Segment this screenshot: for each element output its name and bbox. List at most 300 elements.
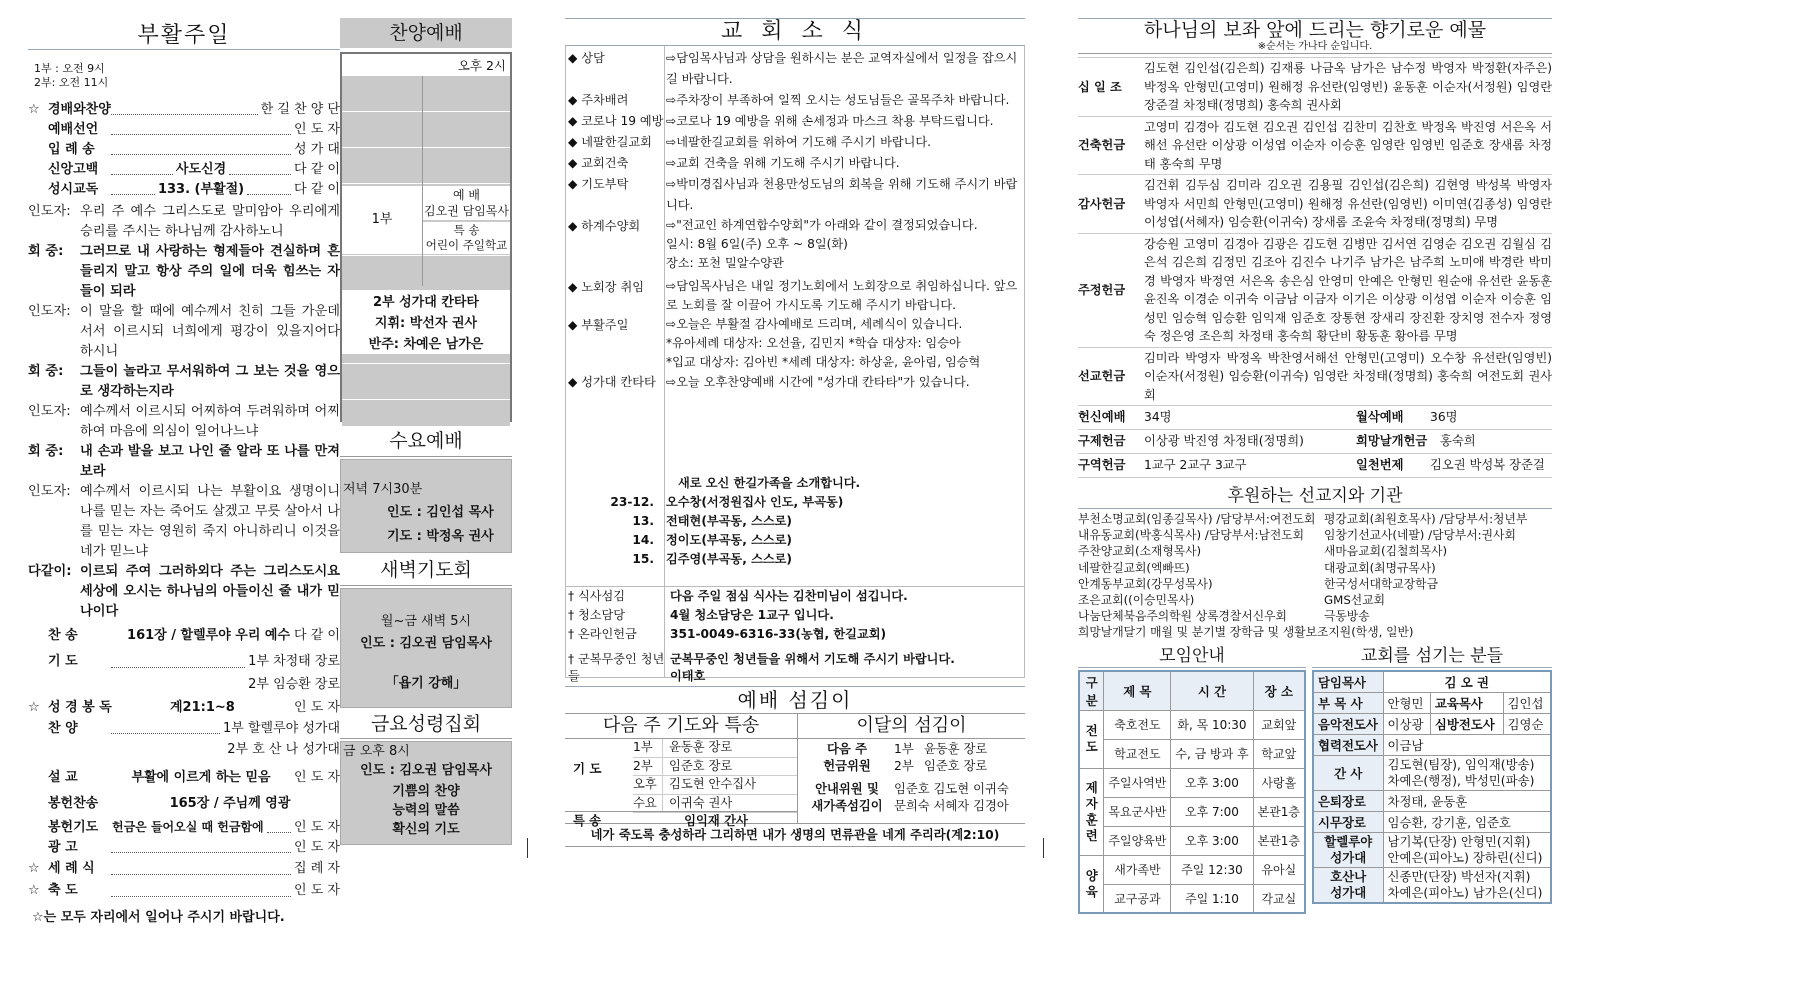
staff-table: [1312, 670, 1552, 904]
staff-row: [1313, 671, 1551, 693]
sending-row: [28, 858, 340, 880]
money-name: 윤동훈 장로: [924, 742, 988, 756]
anthem-row-2: [28, 739, 340, 761]
reading-speaker: 인도자:: [28, 204, 71, 219]
psy-label: 심방전도사: [1430, 713, 1503, 734]
news-key: ◆ 코로나 19 예방: [568, 114, 664, 128]
meet-cell: 본관1층: [1253, 826, 1305, 855]
offering-row: [1078, 57, 1552, 116]
meet-cell: 새가족반: [1104, 855, 1171, 884]
order-rest: [28, 625, 340, 925]
staff-row: [1313, 734, 1551, 755]
cantata-line-1: 2부 성가대 칸타타: [372, 295, 479, 310]
newcomer-row: [566, 493, 1024, 512]
meet-group: 제 자 훈 련: [1079, 768, 1104, 855]
fri-time: 금 오후 8시: [343, 744, 410, 759]
offering-key: 건축헌금: [1078, 138, 1126, 152]
support-left: 내유동교회(박홍식목사) /담당부서:남전도회: [1078, 528, 1305, 543]
monthly-label: 월삭예배: [1356, 410, 1404, 424]
anthem-1: 1부 할렐루야 성가대: [223, 721, 340, 736]
bottom-item: [566, 625, 1024, 644]
offering-summary: [1078, 405, 1552, 478]
support-right: 한국성서대학교장학금: [1324, 576, 1438, 591]
special-label: 특 송: [573, 814, 602, 828]
notice-who: 인 도 자: [294, 840, 340, 855]
offering-names: 김도현 김인섭(김은희) 김재룡 나금옥 남가은 남수정 박영자 박정환(자주은) 박정옥 안형민(고영미) 원해정 유선란(임영빈) 윤동훈 이순자(서정원) 임영란 장준걸 차정태(정명희) 홍숙희 권사회: [1144, 61, 1552, 112]
bottom-text: 351-0049-6316-33(농협, 한길교회): [670, 627, 887, 641]
meet-cell: 교회앞: [1253, 710, 1305, 739]
offering-prayer-note: 헌금은 들어오실 때 헌금함에: [112, 820, 264, 834]
pray-label: 기 도: [573, 761, 602, 776]
dots: [247, 180, 291, 195]
assoc-name: 안형민: [1383, 692, 1430, 713]
worship-cell: [423, 186, 510, 220]
music-label: 음악전도사: [1313, 713, 1383, 734]
meet-cell: 주일양육반: [1104, 826, 1171, 855]
this-month: [797, 713, 1025, 823]
prayer-name: 윤동훈 장로: [669, 740, 733, 754]
meeting-table: [1078, 670, 1306, 915]
news-item: [566, 48, 1024, 90]
newcomer-row: [566, 512, 1024, 531]
meet-cell: 화, 목 10:30: [1171, 710, 1253, 739]
prayer-row: [48, 650, 340, 673]
meet-cell: 학교앞: [1253, 739, 1305, 768]
news-item: [566, 216, 1024, 273]
deacon-label: 간 사: [1313, 755, 1383, 790]
wed-prayer: 기도 : 박정옥 권사: [387, 529, 494, 544]
side-column: [340, 18, 512, 837]
wed-time: 저녁 7시30분: [343, 482, 423, 497]
reading-row: [28, 402, 340, 442]
bottom-text: 4월 청소담당은 1교구 입니다.: [670, 608, 834, 622]
support-left: 희망날개달기 매월 및 분기별 장학금 및 생활보조지원(학생, 일반): [1078, 625, 1414, 640]
page-middle: [565, 18, 1025, 842]
prayer-part: 수요: [633, 795, 663, 813]
bottom-key: † 군복무중인 청년들: [568, 652, 665, 683]
newcomer-name: 오수창(서정원집사 인도, 부곡동): [666, 495, 844, 509]
anthem-row: [48, 719, 340, 739]
meet-row: [1079, 768, 1305, 797]
support-left: 조은교회((이승민목사): [1078, 593, 1195, 608]
bottom-notices: [566, 586, 1024, 686]
order-label: 예배선언: [48, 122, 99, 137]
news-key: ◆ 네팔한길교회: [568, 135, 652, 149]
money-name: 임준호 장로: [924, 759, 988, 773]
staff-row: [1313, 832, 1551, 867]
meet-head: 제 목: [1104, 671, 1171, 711]
bottom-text: 다음 주일 점심 식사는 김찬미님이 섬깁니다.: [670, 589, 908, 603]
reading-speaker: 회 중:: [28, 444, 64, 459]
staff-row: [1313, 755, 1551, 790]
page-right: [1078, 18, 1552, 906]
hymn-label: 찬 송: [48, 628, 78, 643]
reading-row: [28, 202, 340, 242]
deacon-names: 김도현(팀장), 임익재(방송) 차예은(행정), 박성민(파송): [1383, 755, 1551, 790]
meeting-panel: [1078, 645, 1306, 915]
special-row: [565, 811, 797, 830]
news-item: [566, 132, 1024, 153]
standing-note: ☆는 모두 자리에서 일어나 주시기 바랍니다.: [32, 910, 285, 925]
prayer-label: 기 도: [48, 654, 78, 669]
attend-label: 헌신예배: [1078, 410, 1126, 424]
meet-cell: 오후 3:00: [1171, 768, 1253, 797]
reading-text: 그러므로 내 사랑하는 형제들아 견실하며 흔들리지 말고 항상 주의 일에 더욱 힘쓰는 자들이 되라: [80, 244, 340, 299]
district-value: 1교구 2교구 3교구: [1144, 458, 1247, 472]
meet-cell: 유아실: [1253, 855, 1305, 884]
meet-group: 전 도: [1079, 710, 1104, 768]
news-key: ◆ 주차배려: [568, 93, 629, 107]
sermon-title: 부활에 이르게 하는 믿음: [131, 770, 271, 785]
fri-title: 금요성령집회: [340, 710, 512, 739]
meet-head: 시 간: [1171, 671, 1253, 711]
star-mark: [28, 120, 48, 140]
support-left: 네팔한길교회(엑빠뜨): [1078, 560, 1190, 575]
offering-names: 김건휘 김두심 김미라 김오권 김용필 김인섭(김은희) 김현영 박성복 박영자 박영자 서민희 안형민(고영미) 원해정 유선란(임영빈) 이미연(김종성) 임영란 이성엽(서혜자) 임승환(이귀숙) 장새롬 조윤숙 차정태(정명희) 무명: [1144, 178, 1552, 229]
reading-row: [28, 302, 340, 362]
sermon-who: 인 도 자: [294, 770, 340, 785]
support-right: 임창기선교사(네팔) /담당부서:권사회: [1324, 528, 1516, 543]
newcomer-row: [566, 531, 1024, 550]
offering-names: 강승원 고영미 김경아 김광은 김도현 김병만 김서연 김영순 김오권 김월심 김은석 김은희 김정민 김조아 김진수 나기주 남가은 남주희 노미애 박경란 박미경 박영자 박정연 서은옥 송은심 안영미 안예은 안형민 원순애 유선란 윤동훈 윤진옥 이경순 이귀숙 이금남 이금자 이기은 이상광 이성엽 이순자 이승훈 임성민 임승혁 임승환 임익재 임준호 장통현 장새리 장진환 장치영 전수자 정영숙 정은영 조은희 차정태 홍숙희 황단비 황동훈 황아름 무명: [1144, 236, 1552, 343]
news-text: ⇨담임목사님은 내일 정기노회에서 노회장으로 취임하십니다. 앞으로 노회를 잘 이끌어 가시도록 기도해 주시기 바랍니다.: [666, 279, 1018, 312]
dots: [111, 180, 155, 195]
staff-row: [1313, 790, 1551, 811]
order-who: 다 같 이: [294, 182, 340, 197]
offering-row: [1078, 116, 1552, 175]
reading-row: [28, 482, 340, 562]
oneday-value: 김오권 박성복 장준걸: [1430, 458, 1545, 472]
service-time-2: 2부: 오전 11시: [34, 76, 109, 89]
offering-prayer-who: 인 도 자: [294, 820, 340, 835]
star-mark: ☆: [28, 861, 40, 876]
reading-speaker: 인도자:: [28, 304, 71, 319]
wed-title: 수요예배: [340, 426, 512, 457]
star-mark: ☆: [28, 700, 40, 715]
news-list: [566, 46, 1024, 393]
meet-row: [1079, 739, 1305, 768]
support-title: 후원하는 선교지와 기관: [1078, 484, 1552, 509]
support-row: [1078, 511, 1552, 527]
news-text: ⇨주차장이 부족하여 일찍 오시는 성도님들은 골목주차 바랍니다.: [666, 93, 1010, 107]
prayer-row: [633, 758, 797, 777]
news-key: ◆ 노회장 취임: [568, 280, 644, 294]
dots: [111, 100, 258, 115]
month-title: 이달의 섬김이: [798, 713, 1025, 739]
serve-box: [565, 713, 1025, 828]
monthly-value: 36명: [1430, 410, 1458, 424]
meet-cell: 학교전도: [1104, 739, 1171, 768]
afternoon-box: [340, 52, 512, 422]
news-text: ⇨오늘은 부활절 감사예배로 드리며, 세례식이 있습니다. *유아세례 대상자: 오선율, 김민지 *학습 대상자: 임승아 *입교 대상자: 김아빈 *세례 대상자: 하상윤, 윤아림, 임승혁: [666, 317, 981, 369]
co-name: 이금남: [1383, 734, 1551, 755]
reading-speaker: 인도자:: [28, 484, 71, 499]
star-mark: [28, 140, 48, 160]
meet-cell: 본관1층: [1253, 797, 1305, 826]
star-mark: [28, 160, 48, 180]
next-week: [565, 713, 797, 828]
prayer-grid: [633, 739, 797, 813]
news-key: ◆ 상담: [568, 51, 605, 65]
reading-text: 그들이 놀라고 무서워하여 그 보는 것을 영으로 생각하는지라: [80, 364, 340, 399]
serve-title: 예배 섬김이: [565, 686, 1025, 713]
news-item: [566, 372, 1024, 393]
support-left: 안계동부교회(강무성목사): [1078, 576, 1213, 591]
bottom-tables: [1078, 645, 1552, 915]
choir1-names: 남기복(단장) 안형민(지휘) 안예은(피아노) 장하린(신디): [1383, 832, 1551, 867]
meet-cell: 주일 12:30: [1171, 855, 1253, 884]
worship-label: 예 배: [453, 188, 480, 202]
blessing-label: 축 도: [48, 883, 78, 898]
support-row: [1078, 543, 1552, 559]
reading-text: 우리 주 예수 그리스도로 말미암아 우리에게 승리를 주시는 하나님께 감사하노니: [80, 204, 340, 239]
support-row: [1078, 527, 1552, 543]
newcomer-date: 23-12.: [610, 495, 654, 509]
hope-label: 희망날개헌금: [1356, 434, 1428, 448]
attend-value: 34명: [1144, 410, 1172, 424]
meet-row: [1079, 710, 1305, 739]
bottom-item: [566, 606, 1024, 625]
support-row: [1078, 608, 1552, 624]
dots: [229, 160, 291, 175]
staff-panel: [1312, 645, 1552, 915]
order-who: 다 같 이: [294, 162, 340, 177]
news-text: ⇨네팔한길교회를 위하여 기도해 주시기 바랍니다.: [666, 135, 932, 149]
fold-mark-1: [527, 838, 528, 858]
meet-row: [1079, 884, 1305, 913]
meet-cell: 목요군사반: [1104, 797, 1171, 826]
money-label: 다음 주 헌금위원: [823, 742, 871, 773]
notice-label: 광 고: [48, 840, 78, 855]
order-of-service: [28, 100, 340, 200]
dawn-leader: 인도 : 김오권 담임목사: [360, 636, 492, 651]
bottom-key: † 청소담당: [568, 608, 626, 622]
order-row: [28, 120, 340, 140]
prayer-part: 오후: [633, 776, 663, 794]
news-item: [566, 90, 1024, 111]
meet-head: 구 분: [1079, 671, 1104, 711]
meet-head: 장 소: [1253, 671, 1305, 711]
news-item: [566, 111, 1024, 132]
retired-label: 은퇴장로: [1313, 790, 1383, 811]
news-item: [566, 277, 1024, 315]
bottom-key: † 온라인헌금: [568, 627, 637, 641]
assoc-label: 부 목 사: [1313, 692, 1383, 713]
wed-box: [340, 459, 512, 553]
prayer-row: [633, 776, 797, 795]
newcomers: [566, 474, 1024, 569]
relief-value: 이상광 박진영 차정태(정명희): [1144, 434, 1304, 448]
guide-label: 안내위원 및 새가족섬김이: [811, 782, 883, 813]
meet-row: [1079, 855, 1305, 884]
scripture-who: 인 도 자: [294, 700, 340, 715]
fri-box: [340, 741, 512, 845]
star-mark: [28, 180, 48, 200]
order-who: 성 가 대: [294, 142, 340, 157]
dots: [111, 160, 173, 175]
offering-hymn-title: 165장 / 주님께 영광: [169, 796, 291, 811]
choir1-label: 할렐루야 성가대: [1313, 832, 1383, 867]
offering-list: [1078, 57, 1552, 405]
news-title: 교 회 소 식: [565, 18, 1025, 46]
newcomer-name: 전태현(부곡동, 스스로): [666, 514, 792, 528]
news-key: ◆ 교회건축: [568, 156, 629, 170]
prayer-name: 김도현 안수집사: [669, 777, 757, 791]
order-row: [28, 180, 340, 200]
choir2-names: 신종만(단장) 박선자(지휘) 차예은(피아노) 남가은(신디): [1383, 867, 1551, 903]
news-key: ◆ 부활주일: [568, 318, 629, 332]
staff-title: 교회를 섬기는 분들: [1312, 645, 1552, 668]
star-mark: ☆: [28, 883, 40, 898]
bottom-item: [566, 650, 1024, 686]
guide-names: 임준호 김도현 이귀숙 문희숙 서혜자 김경아: [894, 782, 1009, 813]
reading-speaker: 인도자:: [28, 404, 71, 419]
order-label: 성시교독: [48, 182, 99, 197]
scripture-label: 성 경 봉 독: [48, 700, 112, 715]
money-row: [894, 741, 987, 758]
fri-line-3: 확신의 기도: [392, 822, 460, 837]
support-left: 주찬양교회(소재형목사): [1078, 544, 1202, 559]
edu-name: 김인섭: [1503, 692, 1551, 713]
meet-cell: 교구공과: [1104, 884, 1171, 913]
edu-label: 교육목사: [1430, 692, 1503, 713]
fold-mark-2: [1043, 838, 1044, 858]
worship-leader: 김오권 담임목사: [424, 204, 509, 218]
staff-row: [1313, 811, 1551, 832]
news-text: ⇨담임목사님과 상담을 원하시는 분은 교역자실에서 일정을 잡으시길 바랍니다.: [666, 51, 1018, 86]
newcomer-title: 새로 오신 한길가족을 소개합니다.: [678, 476, 861, 490]
meet-cell: 수, 금 방과 후: [1171, 739, 1253, 768]
offering-key: 선교헌금: [1078, 369, 1126, 383]
news-text: ⇨오늘 오후찬양예배 시간에 "성가대 칸타타"가 있습니다.: [666, 375, 970, 389]
staff-row: [1313, 692, 1551, 713]
support-left: 나눔단체북음주의학원 상록경찰서신우회: [1078, 609, 1287, 624]
offering-key: 십 일 조: [1078, 79, 1122, 94]
news-text: ⇨박미경집사님과 천용만성도님의 회복을 위해 기도해 주시기 바랍니다.: [666, 177, 1018, 212]
order-mid: 133. (부활절): [157, 182, 245, 197]
oneday-label: 일천번제: [1356, 458, 1404, 472]
reading-text: 예수께서 이르시되 나는 부활이요 생명이니 나를 믿는 자는 죽어도 살겠고 무릇 살아서 나를 믿는 자는 영원히 죽지 아니하리니 이것을 네가 믿느냐: [80, 484, 340, 559]
support-right: 대광교회(최명규목사): [1324, 560, 1436, 575]
support-row: [1078, 576, 1552, 592]
special-by: 어린이 주일학교: [425, 238, 508, 252]
news-divider: [664, 46, 665, 677]
responsive-reading: [28, 202, 340, 622]
support-row: [1078, 624, 1552, 640]
support-list: [1078, 511, 1552, 641]
order-label: 신앙고백: [48, 162, 99, 177]
meet-group: 양 육: [1079, 855, 1104, 913]
bottom-key: † 식사섬김: [568, 589, 626, 603]
fri-line-2: 능력의 말씀: [392, 803, 460, 818]
service-time-1: 1부 : 오전 9시: [34, 62, 105, 75]
psy-name: 김영순: [1503, 713, 1551, 734]
staff-row: [1313, 713, 1551, 734]
district-label: 구역헌금: [1078, 458, 1126, 472]
news-key: ◆ 하계수양회: [568, 219, 641, 233]
special-name: 임익재 간사: [684, 814, 748, 828]
cantata-cell: [342, 290, 510, 354]
reading-text: 이 말을 할 때에 예수께서 친히 그들 가운데 서서 이르시되 너희에게 평강이 있을지어다 하시니: [80, 304, 340, 359]
meet-row: [1079, 826, 1305, 855]
reading-text: 내 손과 발을 보고 나인 줄 알라 또 나를 만져 보라: [80, 444, 340, 479]
afternoon-title: 찬양예배: [389, 22, 463, 44]
music-name: 이상광: [1383, 713, 1430, 734]
news-text: ⇨교회 건축을 위해 기도해 주시기 바랍니다.: [666, 156, 900, 170]
support-row: [1078, 592, 1552, 608]
offering-title: 하나님의 보좌 앞에 드리는 향기로운 예물: [1078, 18, 1552, 41]
newcomer-date: 14.: [632, 533, 654, 547]
support-right: 평강교회(최원호목사) /담당부서:청년부: [1324, 512, 1528, 526]
active-names: 임승환, 강기훈, 임준호: [1383, 811, 1551, 832]
dawn-box: [340, 588, 512, 708]
order-row: [28, 100, 340, 120]
senior-label: 담임목사: [1313, 671, 1383, 693]
order-row: [28, 140, 340, 160]
prayer-2: 2부 임승환 장로: [248, 677, 340, 692]
order-who: 인 도 자: [294, 122, 340, 137]
dots: [111, 120, 291, 135]
reading-speaker: 다같이:: [28, 564, 72, 579]
cantata-line-3: 반주: 차예은 남가은: [368, 337, 484, 352]
support-left: 부천소명교회(임종길목사) /담당부서:여전도회: [1078, 512, 1316, 526]
offering-key: 감사헌금: [1078, 196, 1126, 211]
offering-hymn-row: [48, 791, 340, 817]
dawn-time: 월~금 새벽 5시: [380, 614, 472, 629]
reading-row: [28, 362, 340, 402]
meet-cell: 오후 7:00: [1171, 797, 1253, 826]
next-title: 다음 주 기도와 특송: [565, 713, 797, 739]
scripture-row: [28, 696, 340, 719]
meet-cell: 축호전도: [1104, 710, 1171, 739]
support-right: 극동방송: [1324, 609, 1370, 624]
hope-value: 홍숙희: [1440, 434, 1476, 448]
meet-cell: 사랑홀: [1253, 768, 1305, 797]
co-label: 협력전도사: [1313, 734, 1383, 755]
offering-prayer-label: 봉헌기도: [48, 820, 99, 835]
prayer-1: 1부 차정태 장로: [248, 654, 340, 669]
memory-verse: 네가 죽도록 충성하라 그리하면 내가 생명의 면류관을 네게 주리라(계2:10): [565, 823, 1025, 847]
support-row: [1078, 560, 1552, 576]
reading-speaker: 회 중:: [28, 244, 64, 259]
active-label: 시무장로: [1313, 811, 1383, 832]
service-title: 부활주일: [28, 18, 340, 50]
newcomer-date: 13.: [632, 514, 654, 528]
afternoon-header: [340, 18, 512, 48]
afternoon-time: 오후 2시: [457, 58, 506, 73]
special-cell: [423, 222, 510, 254]
page-left: [28, 18, 340, 925]
order-note: ※순서는 가나다 순입니다.: [1078, 41, 1552, 54]
prayer-part: 1부: [633, 739, 663, 757]
news-text: ⇨"전교인 하계연합수양회"가 아래와 같이 결정되었습니다. 일시: 8월 6일(주) 오후 ~ 8일(화) 장소: 포천 밀알수양관: [666, 218, 978, 270]
sermon-label: 설 교: [48, 770, 78, 785]
meet-cell: 각교실: [1253, 884, 1305, 913]
star-mark: ☆: [28, 102, 40, 117]
wed-leader: 인도 : 김인섭 목사: [387, 505, 494, 520]
money-grid: [894, 741, 987, 775]
dawn-section: [340, 555, 512, 708]
order-row: [28, 160, 340, 180]
offering-names: 김미라 박영자 박정옥 박찬영서해선 안형민(고영미) 오수창 유선란(임영빈) 이순자(서정원) 임승환(이귀숙) 임영란 차정태(정명희) 홍숙희 여전도회 권사회: [1144, 350, 1552, 402]
bottom-item: [566, 587, 1024, 606]
offering-names: 고영미 김경아 김도현 김오권 김인섭 김찬미 김찬호 박정옥 박진영 서은옥 서해선 유선란 이상광 이성엽 이순자 이승훈 임영란 임영빈 임준호 장새롬 차정태 홍숙희 무명: [1144, 119, 1552, 171]
reading-row: [28, 562, 340, 622]
reading-text: 예수께서 이르시되 어찌하여 두려워하며 어찌하여 마음에 의심이 일어나느냐: [80, 404, 340, 439]
order-label: 경배와찬양: [48, 102, 111, 117]
blessing-row: [28, 880, 340, 902]
notice-row: [48, 838, 340, 858]
